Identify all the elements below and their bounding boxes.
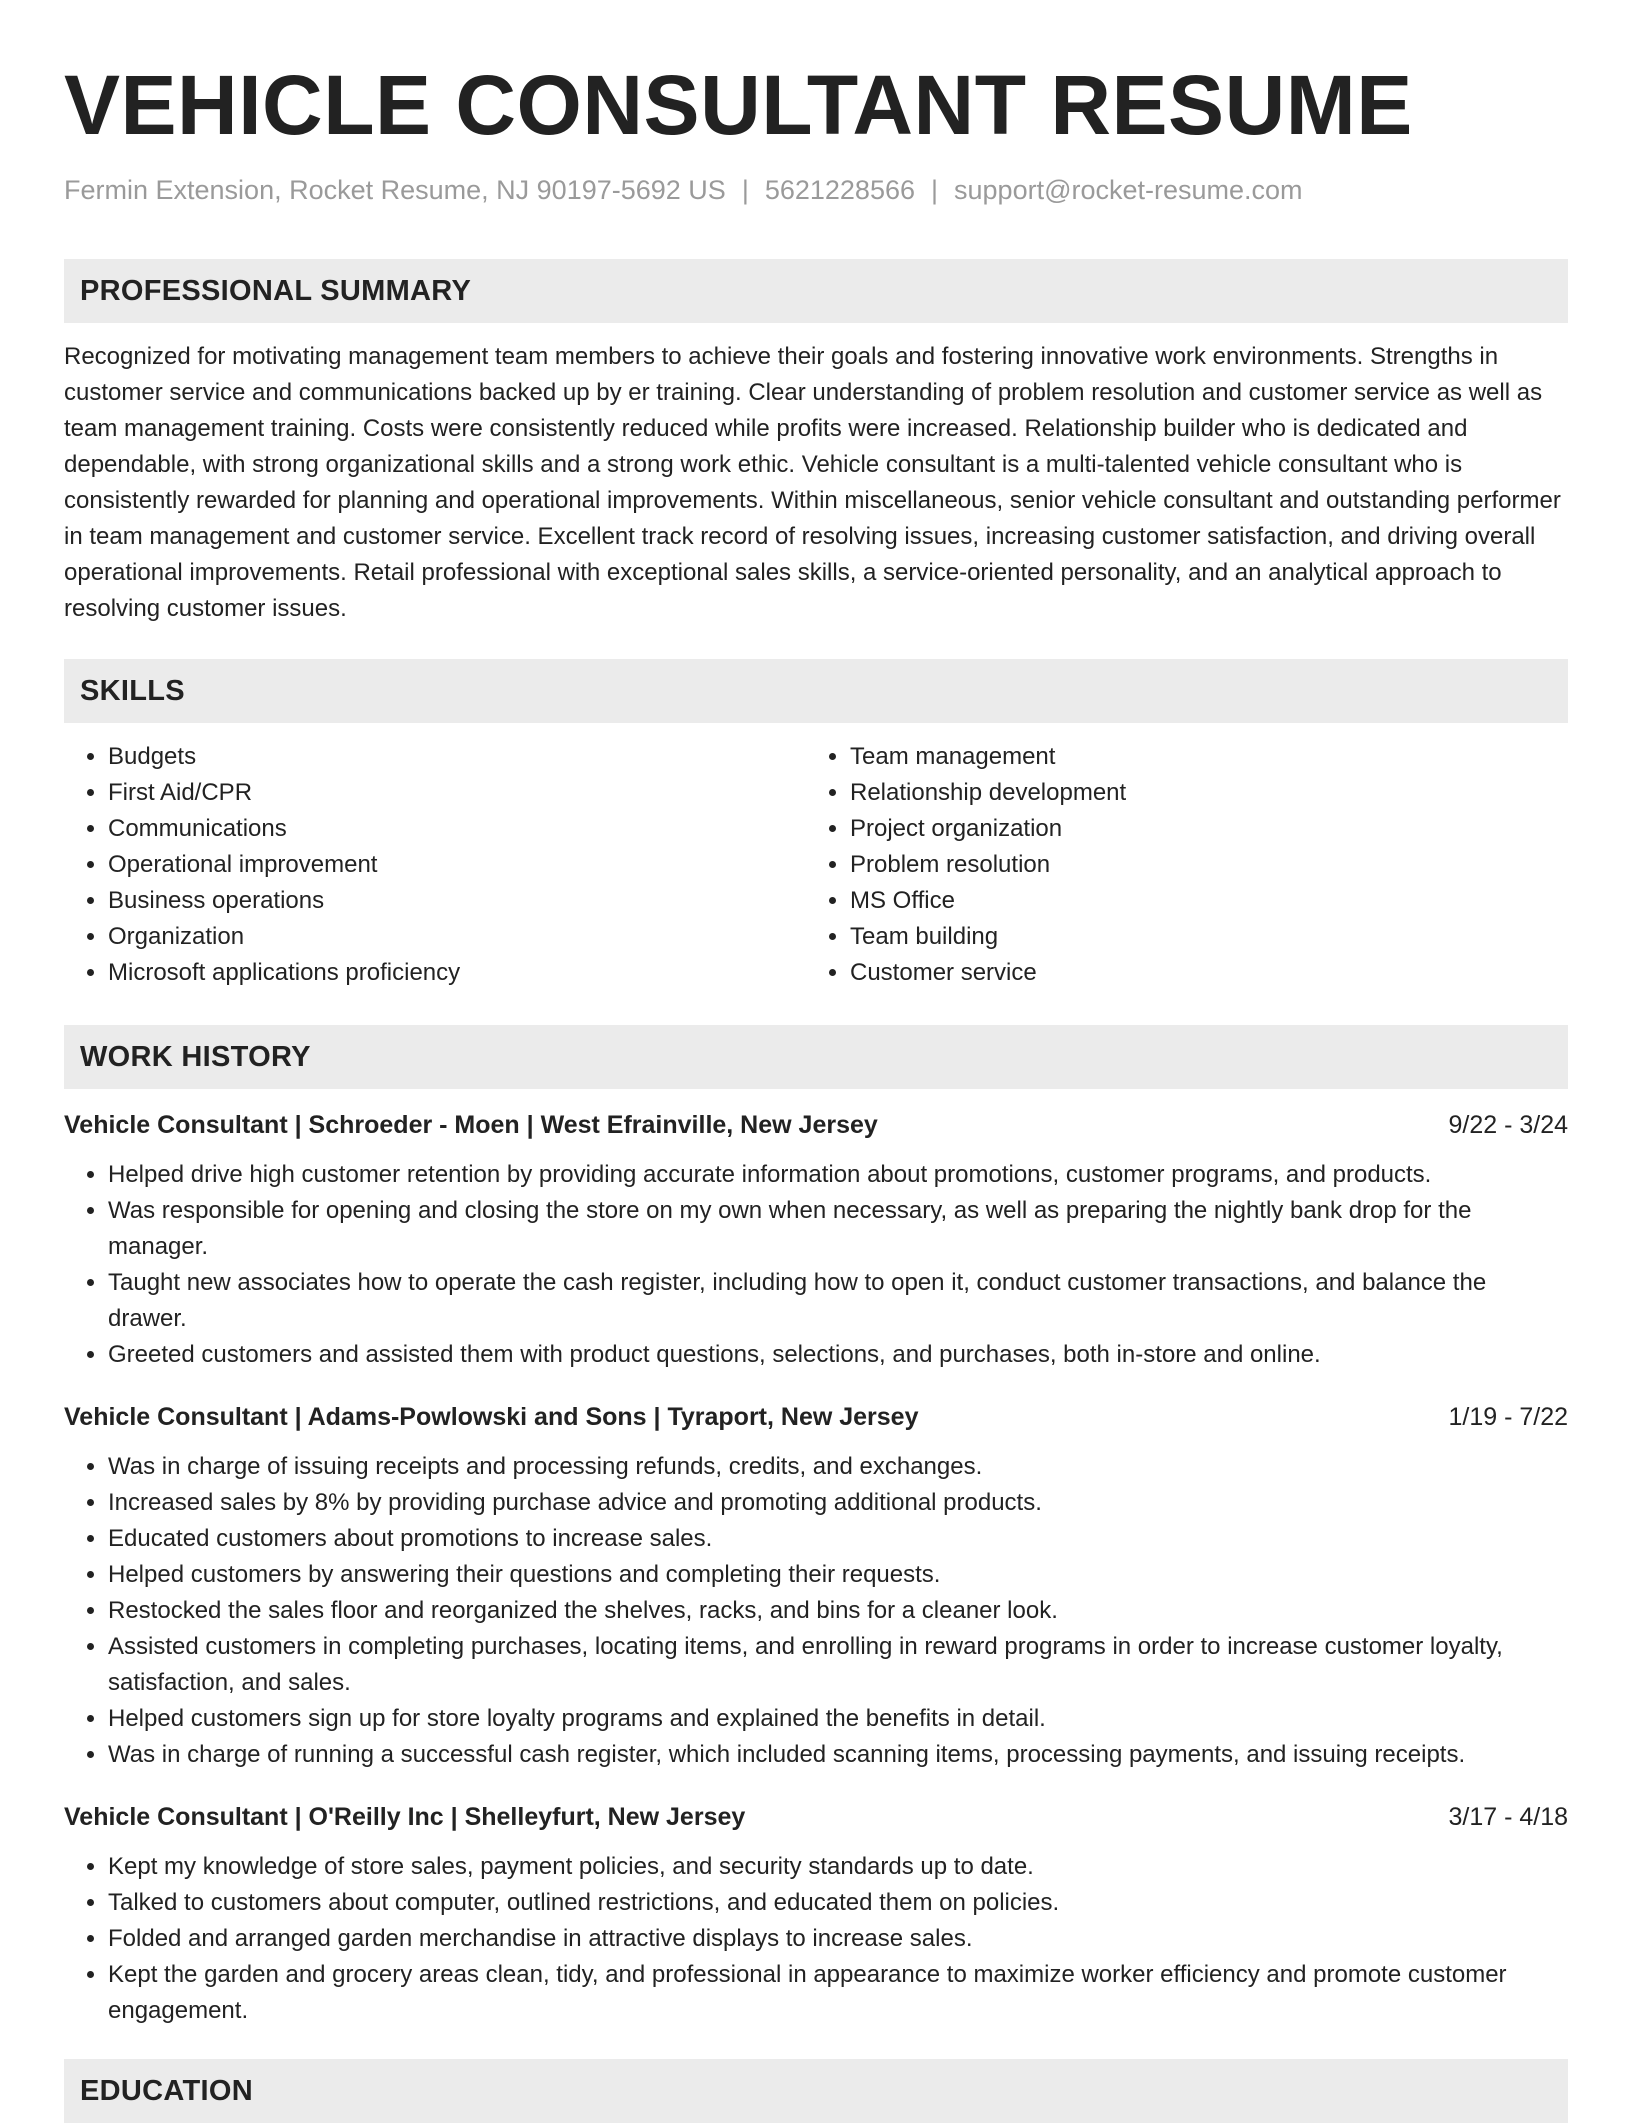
job-bullet: • Was in charge of running a successful cash register, which included scanning items, processing payments, and issuing receipts. [108, 1737, 1568, 1773]
job-dates: 9/22 - 3/24 [1448, 1111, 1568, 1139]
skill-item: • Relationship development [850, 775, 1548, 811]
skill-item: • First Aid/CPR [108, 775, 806, 811]
job-bullets [64, 1157, 1568, 1373]
job-title: Vehicle Consultant | Schroeder - Moen | West Efrainville, New Jersey [64, 1111, 878, 1139]
job-bullet: • Was in charge of issuing receipts and processing refunds, credits, and exchanges. [108, 1449, 1568, 1485]
job-bullet: • Increased sales by 8% by providing purchase advice and promoting additional products. [108, 1485, 1568, 1521]
job-bullet: • Kept the garden and grocery areas clean, tidy, and professional in appearance to maximize worker efficiency and promote customer engagement. [108, 1957, 1568, 2029]
skill-item: • Team management [850, 739, 1548, 775]
summary-text: Recognized for motivating management team members to achieve their goals and fostering innovative work environments. Strengths in customer service and communications backed up by er training. Clear understanding of problem resolution and customer service as well as team management training. Costs were consistently reduced while profits were increased. Relationship builder who is dedicated and dependable, with strong organizational skills and a strong work ethic. Vehicle consultant is a multi-talented vehicle consultant who is consistently rewarded for planning and operational improvements. Within miscellaneous, senior vehicle consultant and outstanding performer in team management and customer service. Excellent track record of resolving issues, increasing customer satisfaction, and driving overall operational improvements. Retail professional with exceptional sales skills, a service-oriented personality, and an analytical approach to resolving customer issues. [64, 343, 1561, 622]
job-bullet: • Helped customers sign up for store loyalty programs and explained the benefits in detail. [108, 1701, 1568, 1737]
job-entry [64, 1107, 1568, 1373]
skill-item: • Operational improvement [108, 847, 806, 883]
job-bullet: • Was responsible for opening and closing the store on my own when necessary, as well as preparing the nightly bank drop for the manager. [108, 1193, 1568, 1265]
job-entry [64, 1799, 1568, 2029]
job-bullet: • Folded and arranged garden merchandise in attractive displays to increase sales. [108, 1921, 1568, 1957]
section-header-skills: SKILLS [64, 659, 1568, 723]
job-bullet: • Helped drive high customer retention by providing accurate information about promotions, customer programs, and products. [108, 1157, 1568, 1193]
skills-list-right [806, 739, 1548, 991]
skill-item: • Customer service [850, 955, 1548, 991]
skill-item: • Budgets [108, 739, 806, 775]
skill-item: • Microsoft applications proficiency [108, 955, 806, 991]
job-bullet: • Greeted customers and assisted them with product questions, selections, and purchases, both in-store and online. [108, 1337, 1568, 1373]
contact-separator: | [741, 175, 749, 205]
job-bullet: • Educated customers about promotions to increase sales. [108, 1521, 1568, 1557]
skill-item: • Project organization [850, 811, 1548, 847]
job-dates: 1/19 - 7/22 [1448, 1403, 1568, 1431]
job-dates: 3/17 - 4/18 [1448, 1803, 1568, 1831]
job-heading [64, 1107, 1568, 1143]
contact-phone: 5621228566 [764, 175, 915, 205]
resume-title: VEHICLE CONSULTANT RESUME [64, 58, 1413, 152]
job-title: Vehicle Consultant | O'Reilly Inc | Shelleyfurt, New Jersey [64, 1803, 746, 1831]
job-bullet: • Assisted customers in completing purchases, locating items, and enrolling in reward programs in order to increase customer loyalty, satisfaction, and sales. [108, 1629, 1568, 1701]
skill-item: • Problem resolution [850, 847, 1548, 883]
job-bullets [64, 1449, 1568, 1773]
section-header-education: EDUCATION [64, 2059, 1568, 2123]
job-heading [64, 1799, 1568, 1835]
job-heading [64, 1399, 1568, 1435]
section-header-summary: PROFESSIONAL SUMMARY [64, 259, 1568, 323]
job-bullet: • Restocked the sales floor and reorganized the shelves, racks, and bins for a cleaner look. [108, 1593, 1568, 1629]
job-title: Vehicle Consultant | Adams-Powlowski and Sons | Tyraport, New Jersey [64, 1403, 919, 1431]
contact-address: Fermin Extension, Rocket Resume, NJ 90197-5692 US [64, 175, 726, 205]
contact-separator: | [931, 175, 939, 205]
contact-line [64, 172, 1568, 208]
job-entry [64, 1399, 1568, 1773]
skill-item: • Business operations [108, 883, 806, 919]
skill-item: • MS Office [850, 883, 1548, 919]
section-header-work-history: WORK HISTORY [64, 1025, 1568, 1089]
skill-item: • Team building [850, 919, 1548, 955]
skill-item: • Organization [108, 919, 806, 955]
skills-grid [64, 739, 1568, 991]
job-bullet: • Kept my knowledge of store sales, payment policies, and security standards up to date. [108, 1849, 1568, 1885]
job-bullet: • Helped customers by answering their questions and completing their requests. [108, 1557, 1568, 1593]
skills-list-left [64, 739, 806, 991]
job-bullets [64, 1849, 1568, 2029]
job-bullet: • Taught new associates how to operate the cash register, including how to open it, conduct customer transactions, and balance the drawer. [108, 1265, 1568, 1337]
skill-item: • Communications [108, 811, 806, 847]
job-bullet: • Talked to customers about computer, outlined restrictions, and educated them on policies. [108, 1885, 1568, 1921]
contact-email: support@rocket-resume.com [954, 175, 1303, 205]
